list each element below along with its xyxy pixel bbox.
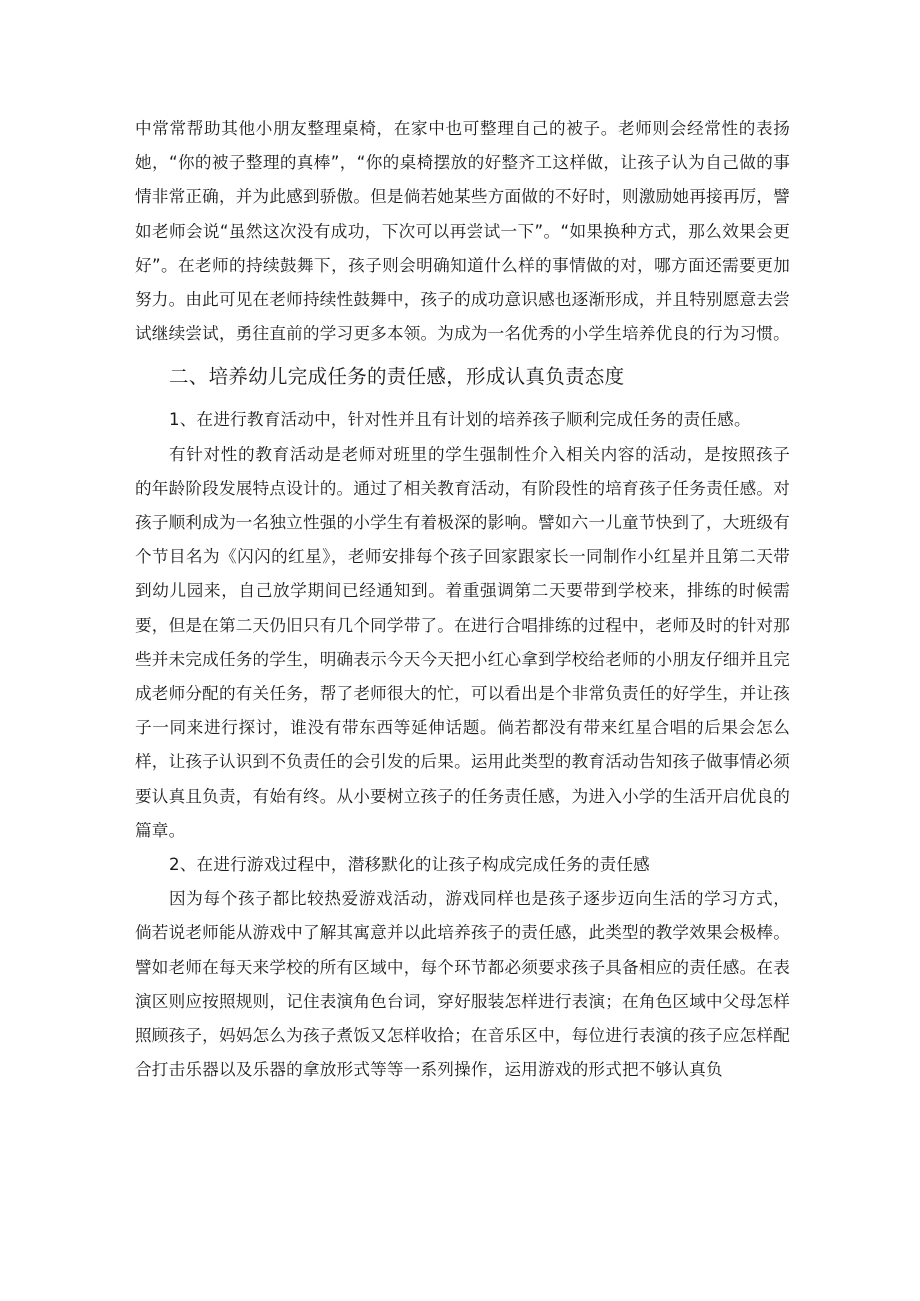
subsection-1-title: 1、在进行教育活动中，针对性并且有计划的培养孩子顺利完成任务的责任感。 [169, 410, 751, 430]
subsection-1-body: 有针对性的教育活动是老师对班里的学生强制性介入相关内容的活动，是按照孩子的年龄阶段发展特点设计的。通过了相关教育活动，有阶段性的培育孩子任务责任感。对孩子顺利成为一名独立性强的小学生有着极深的影响。譬如六一儿童节快到了，大班级有个节目名为《闪闪的红星》，老师安排每个孩子回家跟家长一同制作小红星并且第二天带到幼儿园来，自己放学期间已经通知到。着重强调第二天要带到学校来，排练的时候需要，但是在第二天仍旧只有几个同学带了。在进行合唱排练的过程中，老师及时的针对那些并未完成任务的学生，明确表示今天今天把小红心拿到学校给老师的小朋友仔细并且完成老师分配的有关任务，帮了老师很大的忙，可以看出是个非常负责任的好学生，并让孩子一同来进行探讨，谁没有带东西等延伸话题。倘若都没有带来红星合唱的后果会怎么样，让孩子认识到不负责任的会引发的后果。运用此类型的教育活动告知孩子做事情必须要认真且负责，有始有终。从小要树立孩子的任务责任感，为进入小学的生活开启优良的篇章。 [135, 444, 790, 840]
subsection-2-title: 2、在进行游戏过程中，潜移默化的让孩子构成完成任务的责任感 [169, 855, 650, 875]
subsection-2-body: 因为每个孩子都比较热爱游戏活动，游戏同样也是孩子逐步迈向生活的学习方式，倘若说老师能从游戏中了解其寓意并以此培养孩子的责任感，此类型的教学效果会极棒。譬如老师在每天来学校的所有区域中，每个环节都必须要求孩子具备相应的责任感。在表演区则应按照规则，记住表演角色台词，穿好服装怎样进行表演；在角色区域中父母怎样照顾孩子，妈妈怎么为孩子煮饭又怎样收拾；在音乐区中，每位进行表演的孩子应怎样配合打击乐器以及乐器的拿放形式等等一系列操作，运用游戏的形式把不够认真负 [135, 889, 790, 1080]
section-heading: 二、培养幼儿完成任务的责任感，形成认真负责态度 [169, 365, 625, 389]
document-body [135, 112, 790, 1087]
intro-paragraph: 中常常帮助其他小朋友整理桌椅，在家中也可整理自己的被子。老师则会经常性的表扬她，“你的被子整理的真棒”，“你的桌椅摆放的好整齐工这样做，让孩子认为自己做的事情非常正确，并为此感到骄傲。但是倘若她某些方面做的不好时，则激励她再接再厉，譬如老师会说“虽然这次没有成功，下次可以再尝试一下”。“如果换种方式，那么效果会更好”。在老师的持续鼓舞下，孩子则会明确知道什么样的事情做的对，哪方面还需要更加努力。由此可见在老师持续性鼓舞中，孩子的成功意识感也逐渐形成，并且特别愿意去尝试继续尝试，勇往直前的学习更多本领。为成为一名优秀的小学生培养优良的行为习惯。 [135, 119, 790, 344]
